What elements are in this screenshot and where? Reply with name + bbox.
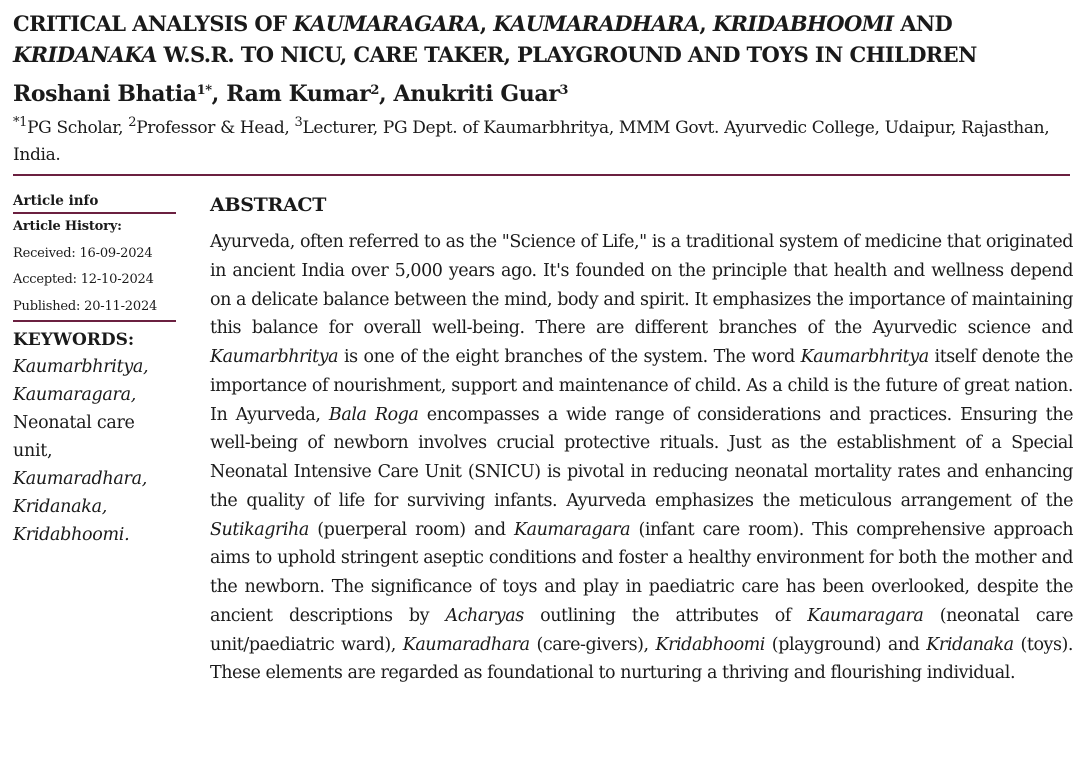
- abstract-term: Kaumaradhara: [402, 634, 530, 655]
- keyword-item: Kaumaragara,: [13, 385, 137, 405]
- abstract-term: Kridanaka: [926, 634, 1014, 655]
- abstract-text: (neonatal care unit/paediatric ward),: [210, 605, 1073, 655]
- keyword-item: Neonatal care: [13, 413, 135, 433]
- abstract-term: Kaumaragara: [513, 519, 631, 540]
- accepted-date: Accepted: 12-10-2024: [13, 272, 154, 287]
- title-part: AND: [893, 11, 953, 36]
- abstract-text: is one of the eight branches of the system. The word: [338, 347, 801, 367]
- keywords-heading: KEYWORDS:: [13, 330, 135, 350]
- keyword-item: unit,: [13, 441, 53, 461]
- abstract-term: Kaumarbhritya: [210, 347, 339, 367]
- abstract-term: Kridabhoomi: [655, 634, 765, 655]
- abstract-text: (care-givers),: [529, 634, 656, 655]
- abstract-term: Kaumarbhritya: [800, 347, 929, 367]
- abstract-text: (puerperal room) and: [308, 519, 514, 540]
- keyword-item: Kaumarbhritya,: [13, 357, 149, 377]
- abstract-term: Kaumaragara: [807, 605, 924, 626]
- affil-text: Lecturer, PG Dept. of Kaumarbhritya, MMM Govt. Ayurvedic College, Udaipur, Rajasthan, India.: [13, 118, 1050, 165]
- author-sup: 3: [559, 83, 569, 98]
- abstract-text: itself denote the importance of nourishment, support and maintenance of child. As a child is the future of great nation. In Ayurveda,: [210, 347, 1073, 425]
- title-term: KRIDABHOOMI: [712, 11, 894, 36]
- author-sup: 1*: [196, 83, 212, 98]
- received-date: Received: 16-09-2024: [13, 245, 153, 261]
- title-term: KAUMARAGARA: [293, 11, 480, 36]
- author-list: [13, 79, 568, 109]
- author-sup: 2: [370, 83, 379, 98]
- abstract-term: Bala Roga: [328, 404, 419, 425]
- title-part: W.S.R. TO NICU, CARE TAKER, PLAYGROUND AND TOYS IN CHILDREN: [156, 42, 977, 67]
- keyword-item: Kaumaradhara,: [13, 469, 147, 489]
- abstract-heading: ABSTRACT: [210, 194, 327, 216]
- title-part: CRITICAL ANALYSIS OF: [13, 11, 294, 36]
- abstract-text: (infant care room). This comprehensive approach aims to uphold stringent aseptic conditions and foster a healthy environment for both the mother and the newborn. The significance of toys and play in paediatric care has been overlooked, despite the ancient descriptions by: [210, 519, 1074, 626]
- article-info-heading: Article info: [13, 193, 99, 209]
- keyword-item: Kridanaka,: [13, 497, 107, 517]
- abstract-term: Acharyas: [445, 605, 524, 626]
- header-divider: [13, 174, 1070, 176]
- article-info-sidebar: [13, 190, 176, 549]
- author-name: Anukriti Guar: [393, 81, 560, 107]
- affil-sup: 2: [128, 115, 137, 130]
- article-history-label: Article History:: [13, 219, 122, 234]
- author-sep: ,: [379, 81, 394, 107]
- abstract-body: [210, 228, 1073, 688]
- title-part: ,: [699, 11, 713, 36]
- abstract-text: Ayurveda, often referred to as the "Science of Life," is a traditional system of medicine that originated in ancient India over 5,000 years ago. It's founded on the principle that health and wellness depend on a delicate balance between the mind, body and spirit. It emphasizes the importance of maintaining this balance for overall well-being. There are different branches of the Ayurvedic science and: [210, 232, 1073, 339]
- affil-sup: 3: [294, 115, 303, 130]
- affil-text: PG Scholar,: [27, 118, 129, 138]
- abstract-text: outlining the attributes of: [523, 605, 808, 626]
- sidebar-divider: [13, 320, 176, 322]
- author-name: Roshani Bhatia: [13, 81, 197, 107]
- abstract-term: Sutikagriha: [210, 519, 309, 540]
- affil-text: Professor & Head,: [136, 118, 295, 138]
- affil-sup: *1: [13, 115, 28, 130]
- title-part: ,: [479, 11, 494, 36]
- affiliation: [13, 115, 1078, 169]
- title-term: KAUMARADHARA: [493, 11, 700, 36]
- keyword-list: [13, 353, 176, 549]
- abstract-text: encompasses a wide range of considerations and practices. Ensuring the well-being of newborn involves crucial protective rituals. Just as the establishment of a Special Neonatal Intensive Care Unit (SNICU) is pivotal in reducing neonatal mortality rates and enhancing the quality of life for surviving infants. Ayurveda emphasizes the meticulous arrangement of the: [210, 404, 1073, 511]
- author-sep: ,: [211, 81, 227, 107]
- title-term: KRIDANAKA: [13, 42, 157, 67]
- keyword-item: Kridabhoomi.: [13, 525, 130, 545]
- published-date: Published: 20-11-2024: [13, 298, 158, 314]
- abstract-text: (playground) and: [764, 634, 927, 655]
- author-name: Ram Kumar: [226, 81, 371, 107]
- paper-title: [13, 8, 1078, 70]
- abstract-text: (toys). These elements are regarded as foundational to nurturing a thriving and flourishing individual.: [210, 634, 1074, 684]
